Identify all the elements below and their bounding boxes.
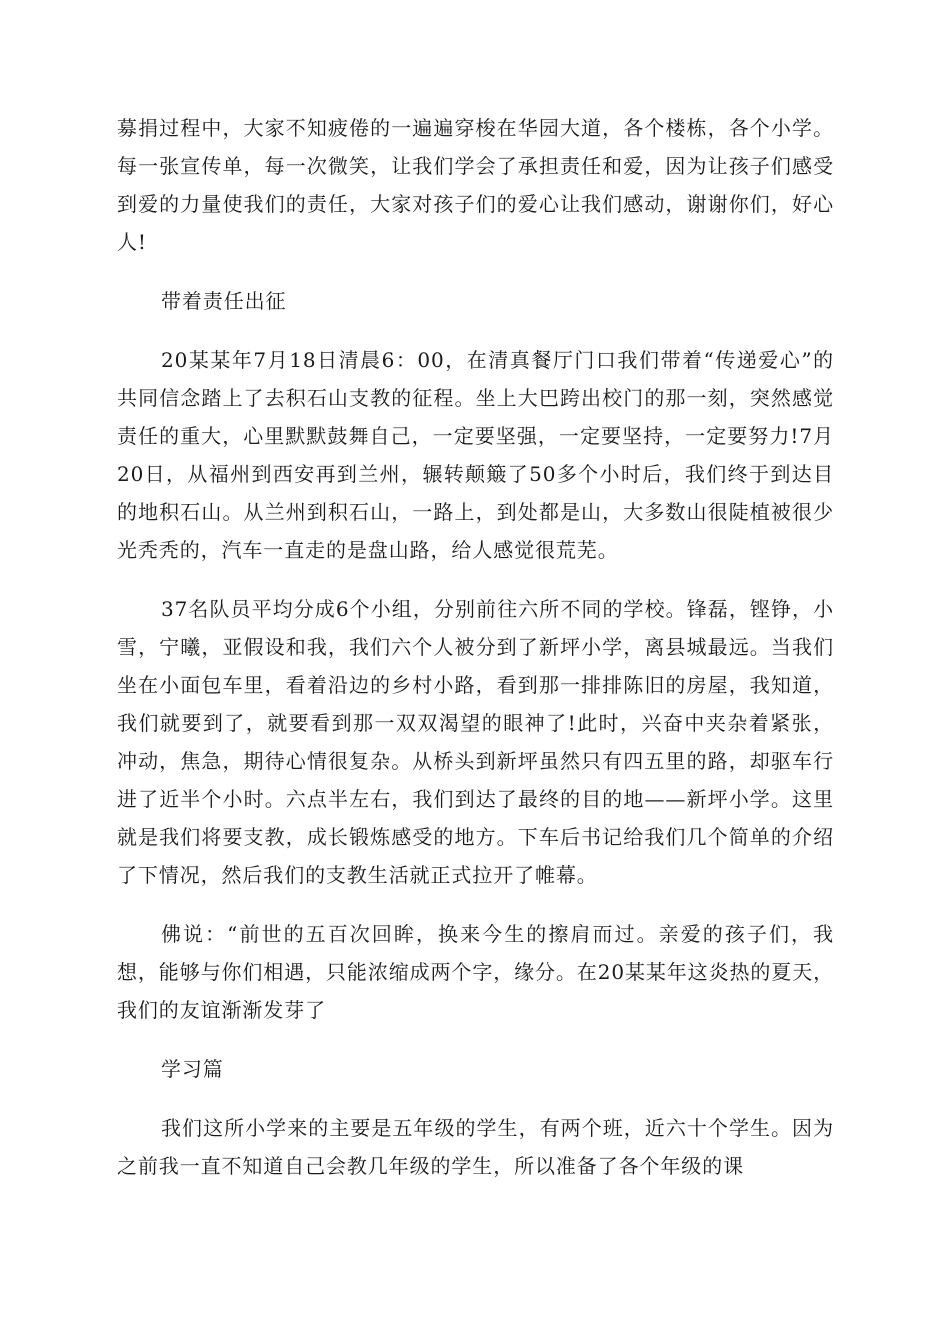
document-page: [117, 109, 834, 1206]
paragraph-journey: 20某某年7月18日清晨6：00，在清真餐厅门口我们带着“传递爱心”的共同信念踏上了去积石山支教的征程。坐上大巴跨出校门的那一刻，突然感觉责任的重大，心里默默鼓舞自己，一定要坚强，一定要坚持，一定要努力!7月20日，从福州到西安再到兰州，辗转颠簸了50多个小时后，我们终于到达目的地积石山。从兰州到积石山，一路上，到处都是山，大多数山很陡植被很少光秃秃的，汽车一直走的是盘山路，给人感觉很荒芜。: [117, 348, 834, 562]
paragraph-arrival: 37名队员平均分成6个小组，分别前往六所不同的学校。锋磊，铿铮，小雪，宁曦，亚假设和我，我们六个人被分到了新坪小学，离县城最远。当我们坐在小面包车里，看着沿边的乡村小路，看到那一排排陈旧的房屋，我知道，我们就要到了，就要看到那一双双渴望的眼神了!此时，兴奋中夹杂着紧张，冲动，焦急，期待心情很复杂。从桥头到新坪虽然只有四五里的路，却驱车行进了近半个小时。六点半左右，我们到达了最终的目的地——新坪小学。这里就是我们将要支教，成长锻炼感受的地方。下车后书记给我们几个简单的介绍了下情况，然后我们的支教生活就正式拉开了帷幕。: [117, 597, 834, 887]
paragraph-buddha-quote: 佛说：“前世的五百次回眸，换来今生的擦肩而过。亲爱的孩子们，我想，能够与你们相遇，只能浓缩成两个字，缘分。在20某某年这炎热的夏天，我们的友谊渐渐发芽了: [117, 922, 834, 1022]
section-heading-study: 学习篇: [161, 1057, 224, 1081]
paragraph-study: 我们这所小学来的主要是五年级的学生，有两个班，近六十个学生。因为之前我一直不知道自己会教几年级的学生，所以准备了各个年级的课: [117, 1116, 834, 1178]
section-heading-departure: 带着责任出征: [161, 289, 287, 313]
paragraph-fundraising: 募捐过程中，大家不知疲倦的一遍遍穿梭在华园大道，各个楼栋，各个小学。每一张宣传单，每一次微笑，让我们学会了承担责任和爱，因为让孩子们感受到爱的力量使我们的责任，大家对孩子们的爱心让我们感动，谢谢你们，好心人!: [117, 116, 834, 254]
